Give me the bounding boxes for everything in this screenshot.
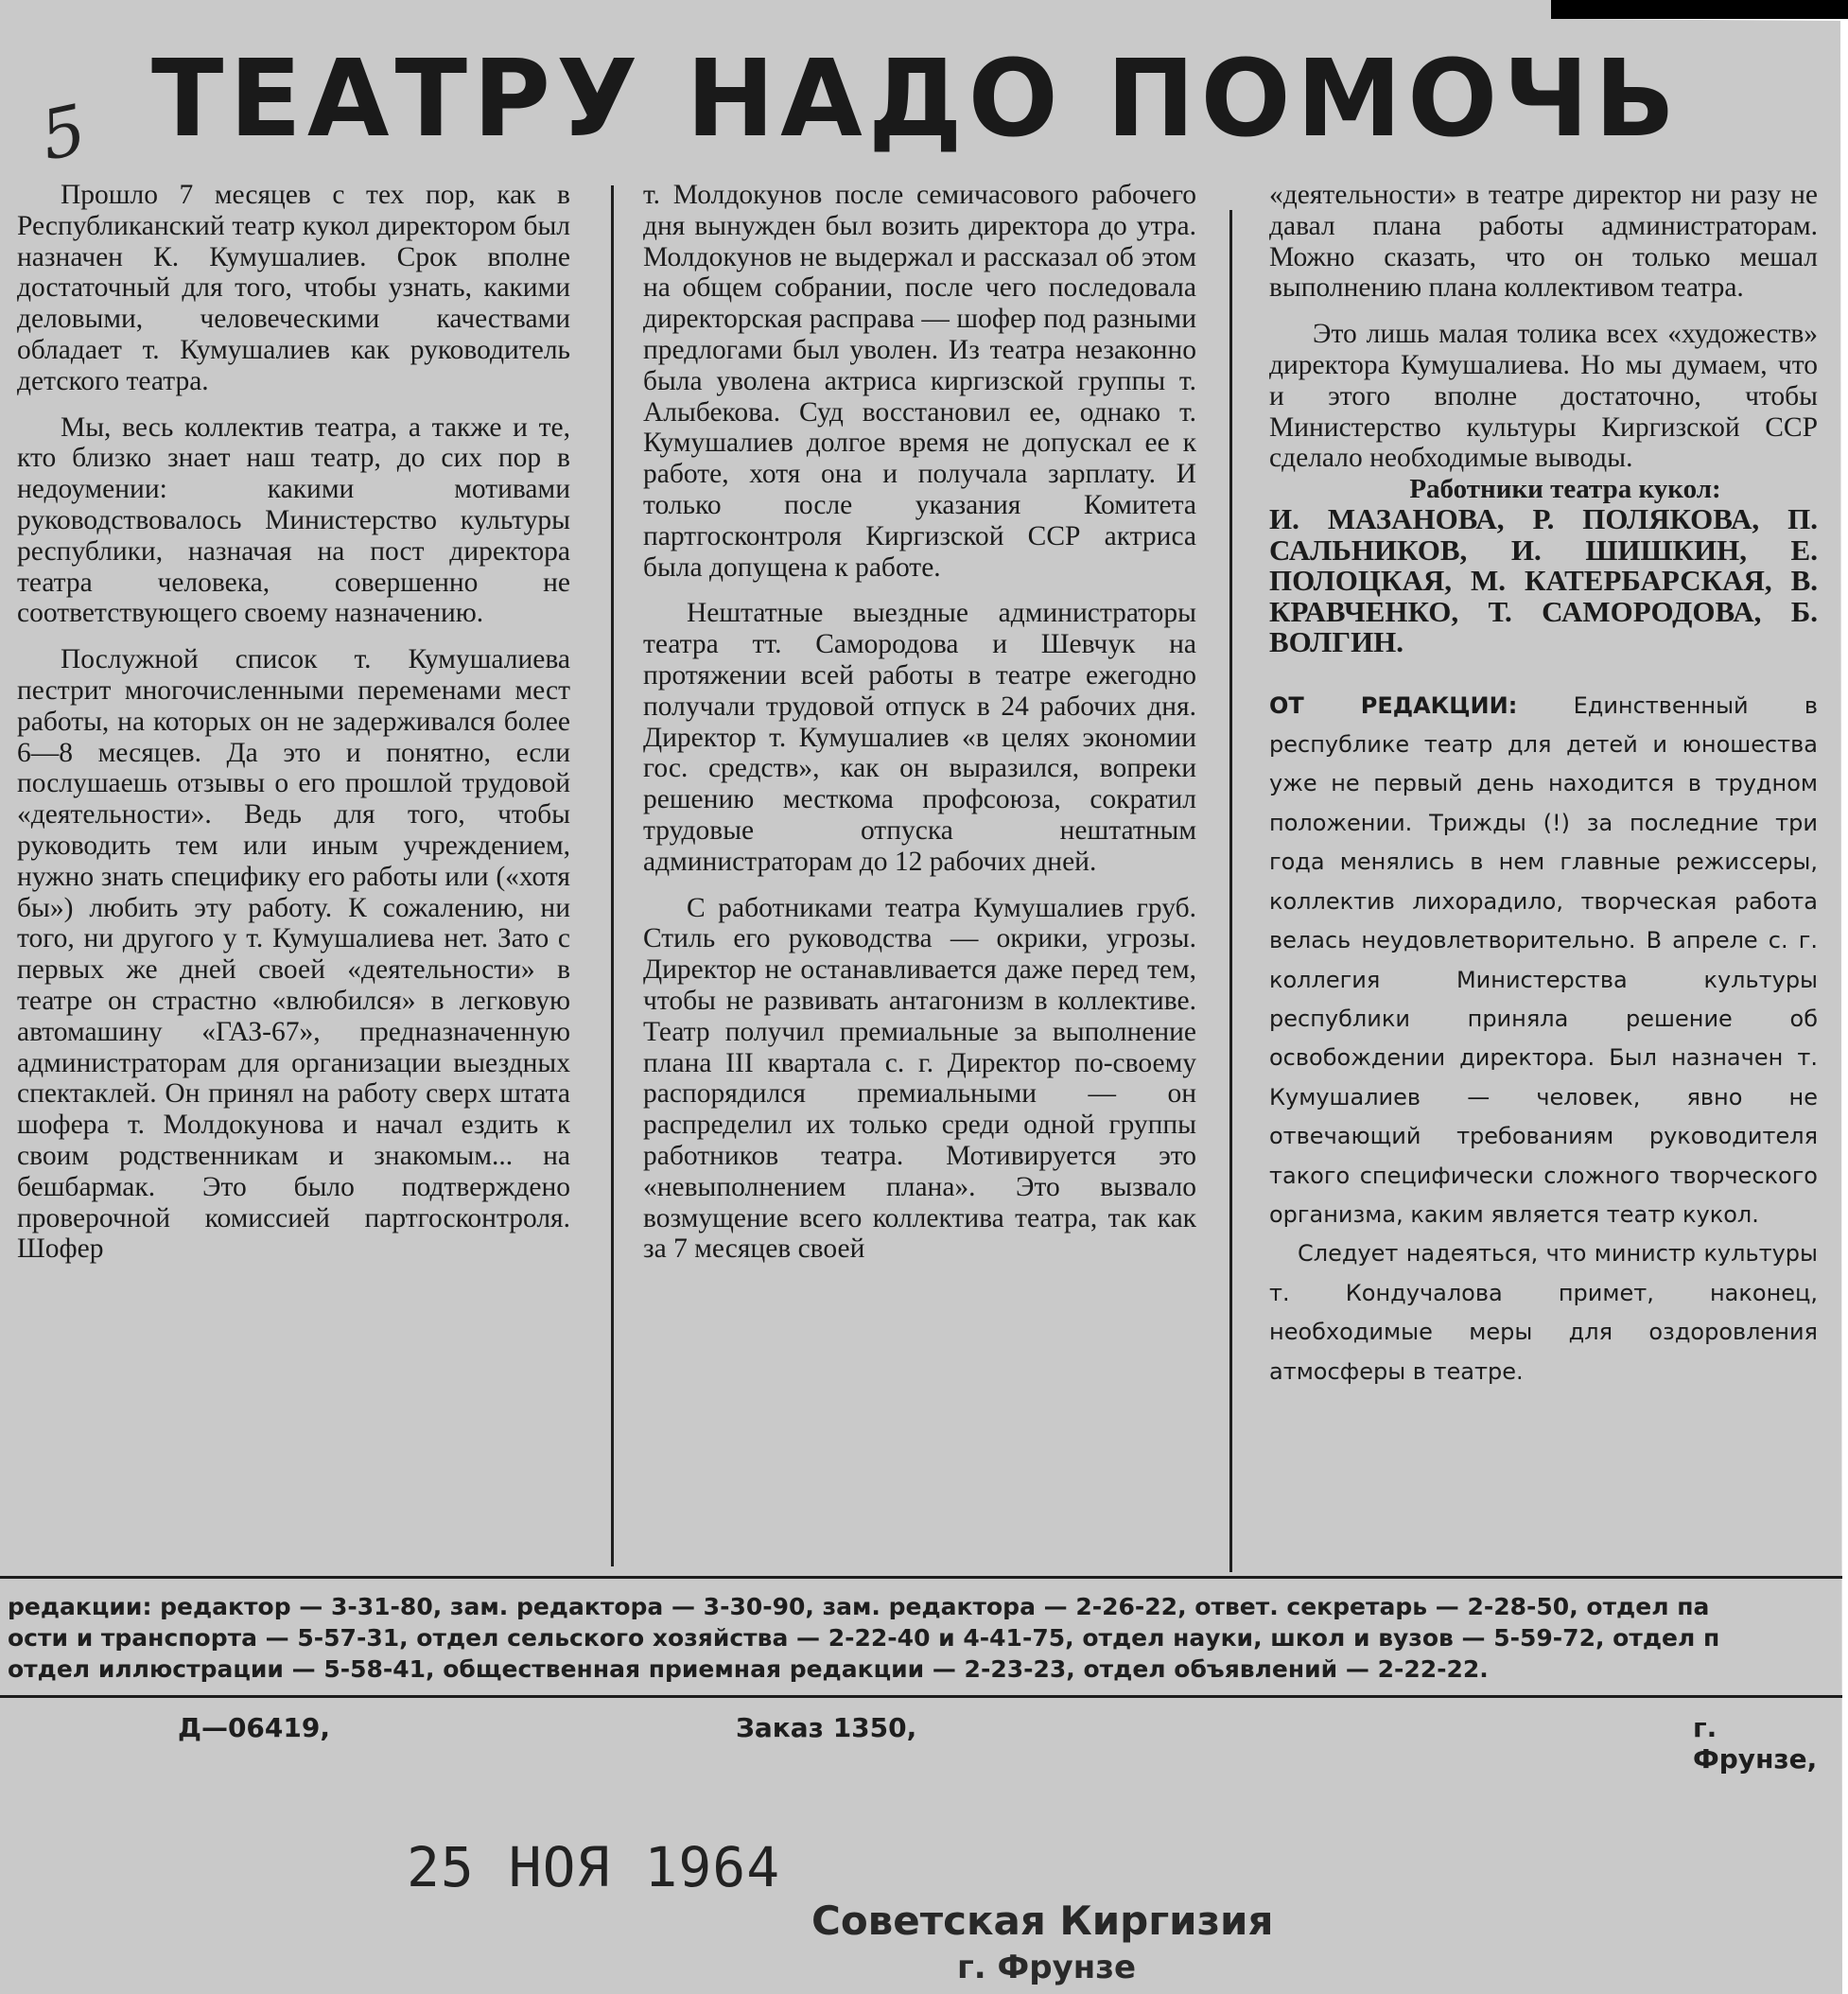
editorial-note bbox=[1269, 687, 1818, 1391]
signatures: И. МАЗАНОВА, Р. ПОЛЯКОВА, П. САЛЬНИКОВ, И. ШИШКИН, Е. ПОЛОЦКАЯ, М. КАТЕРБАРСКАЯ, В. КРАВЧЕНКО, Т. САМОРОДОВА, Б. ВОЛГИН. bbox=[1269, 502, 1818, 659]
paragraph: Прошло 7 месяцев с тех пор, как в Республиканский театр кукол директором был назначен К. Кумушалиев. Срок вполне достаточный для того, чтобы узнать, какими деловыми, человеческими качествами обладает т. Кумушалиев как руководитель детского театра. bbox=[17, 180, 570, 396]
corner-tab bbox=[1551, 0, 1848, 19]
footer-rule-bottom bbox=[0, 1695, 1842, 1698]
column-1 bbox=[17, 180, 570, 1265]
column-divider bbox=[611, 185, 614, 1566]
imprint-code: Д—06419, bbox=[178, 1712, 330, 1743]
paragraph: «деятельности» в театре директор ни разу не давал плана работы администраторам. Можно сказать, что он только мешал выполнению плана коллективом театра. bbox=[1269, 180, 1818, 304]
paragraph: Мы, весь коллектив театра, а также и те, кто близко знает наш театр, до сих пор в недоумении: какими мотивами руководствовалось Министерство культуры республики, назначая на пост директора театра человека, совершенно не соответствующего своему назначению. bbox=[17, 411, 570, 629]
footer-rule-top bbox=[0, 1576, 1842, 1579]
imprint-city: г. Фрунзе, bbox=[1693, 1712, 1818, 1775]
paragraph: Это лишь малая толика всех «художеств» директора Кумушалиева. Но мы думаем, что и этого вполне достаточно, чтобы Министерство культуры Киргизской ССР сделало необходимые выводы. bbox=[1269, 319, 1818, 474]
editorial-text-2: Следует надеяться, что министр культуры т. Кондучалова примет, наконец, необходимые меры для оздоровления атмосферы в театре. bbox=[1269, 1240, 1818, 1385]
paragraph: т. Молдокунов после семичасового рабочего дня вынужден был возить директора до утра. Молдокунов не выдержал и рассказал об этом на общем собрании, после чего последовала директорская расправа — шофер под разными предлогами был уволен. Из театра незаконно была уволена актриса киргизской группы т. Алыбекова. Суд восстановил ее, однако т. Кумушалиев долгое время не допускал ее к работе, хотя она и получала зарплату. И только после указания Комитета партгосконтроля Киргизской ССР актриса была допущена к работе. bbox=[643, 180, 1196, 583]
footer-phone-line: редакции: редактор — 3-31-80, зам. редактора — 3-30-90, зам. редактора — 2-26-22, ответ. секретарь — 2-28-50, отдел па bbox=[8, 1593, 1710, 1620]
footer-phone-line: отдел иллюстрации — 5-58-41, общественная приемная редакции — 2-23-23, отдел объявлений — 2-22-22. bbox=[8, 1655, 1489, 1683]
city-stamp: г. Фрунзе bbox=[957, 1949, 1137, 1986]
headline: ТЕАТРУ НАДО ПОМОЧЬ bbox=[151, 38, 1682, 161]
paragraph: С работниками театра Кумушалиев груб. Стиль его руководства — окрики, угрозы. Директор не останавливается даже перед тем, чтобы не развивать антагонизм в коллективе. Театр получил премиальные за выполнение плана III квартала с. г. Директор по-своему распорядился премиальными — он распределил их только среди одной группы работников театра. Мотивируется это «невыполнением плана». Это вызвало возмущение всего коллектива театра, так как за 7 месяцев своей bbox=[643, 892, 1196, 1265]
date-stamp: 25 НОЯ 1964 bbox=[407, 1835, 781, 1899]
column-divider bbox=[1229, 210, 1232, 1572]
editorial-label: ОТ РЕДАКЦИИ: bbox=[1269, 691, 1518, 719]
editorial-text: Единственный в республике театр для детей и юношества уже не первый день находится в трудном положении. Трижды (!) за последние три года менялись в нем главные режиссеры, коллектив лихорадило, творческая работа велась неудовлетворительно. В апреле с. г. коллегия Министерства культуры республики приняла решение об освобождении директора. Был назначен т. Кумушалиев — человек, явно не отвечающий требованиям руководителя такого специфически сложного творческого организма, каким является театр кукол. bbox=[1269, 691, 1818, 1228]
handwritten-mark: 5 bbox=[33, 89, 94, 176]
paragraph: Послужной список т. Кумушалиева пестрит многочисленными переменами мест работы, на которых он не задерживался более 6—8 месяцев. Да это и понятно, если послушаешь отзывы о его прошлой трудовой «деятельности». Ведь для того, чтобы руководить тем или иным учреждением, нужно знать специфику его работы или («хотя бы») любить эту работу. К сожалению, ни того, ни другого у т. Кумушалиева нет. Зато с первых же дней своей «деятельности» в театре он страстно «влюбился» в легковую автомашину «ГАЗ-67», предназначенную администраторам для организации выездных спектаклей. Он принял на работу сверх штата шофера т. Молдокунова и начал ездить к своим родственникам и знакомым... на бешбармак. Это было подтверждено проверочной комиссией партгосконтроля. Шофер bbox=[17, 644, 570, 1265]
signature-heading: Работники театра кукол: bbox=[1409, 474, 1721, 505]
paragraph: Нештатные выездные администраторы театра тт. Самородова и Шевчук на протяжении всей работы в театре ежегодно получали трудовой отпуск в 24 рабочих дня. Директор т. Кумушалиев «в целях экономии гос. средств», как он выразился, вопреки решению месткома профсоюза, сократил трудовые отпуска нештатным администраторам до 12 рабочих дней. bbox=[643, 598, 1196, 877]
order-number: Заказ 1350, bbox=[736, 1712, 917, 1743]
footer-phone-line: ости и транспорта — 5-57-31, отдел сельского хозяйства — 2-22-40 и 4-41-75, отдел науки, школ и вузов — 5-59-72, отдел п bbox=[8, 1624, 1720, 1652]
column-3 bbox=[1269, 180, 1818, 1391]
newspaper-name-stamp: Советская Киргизия bbox=[811, 1898, 1274, 1944]
column-2 bbox=[643, 180, 1196, 1265]
